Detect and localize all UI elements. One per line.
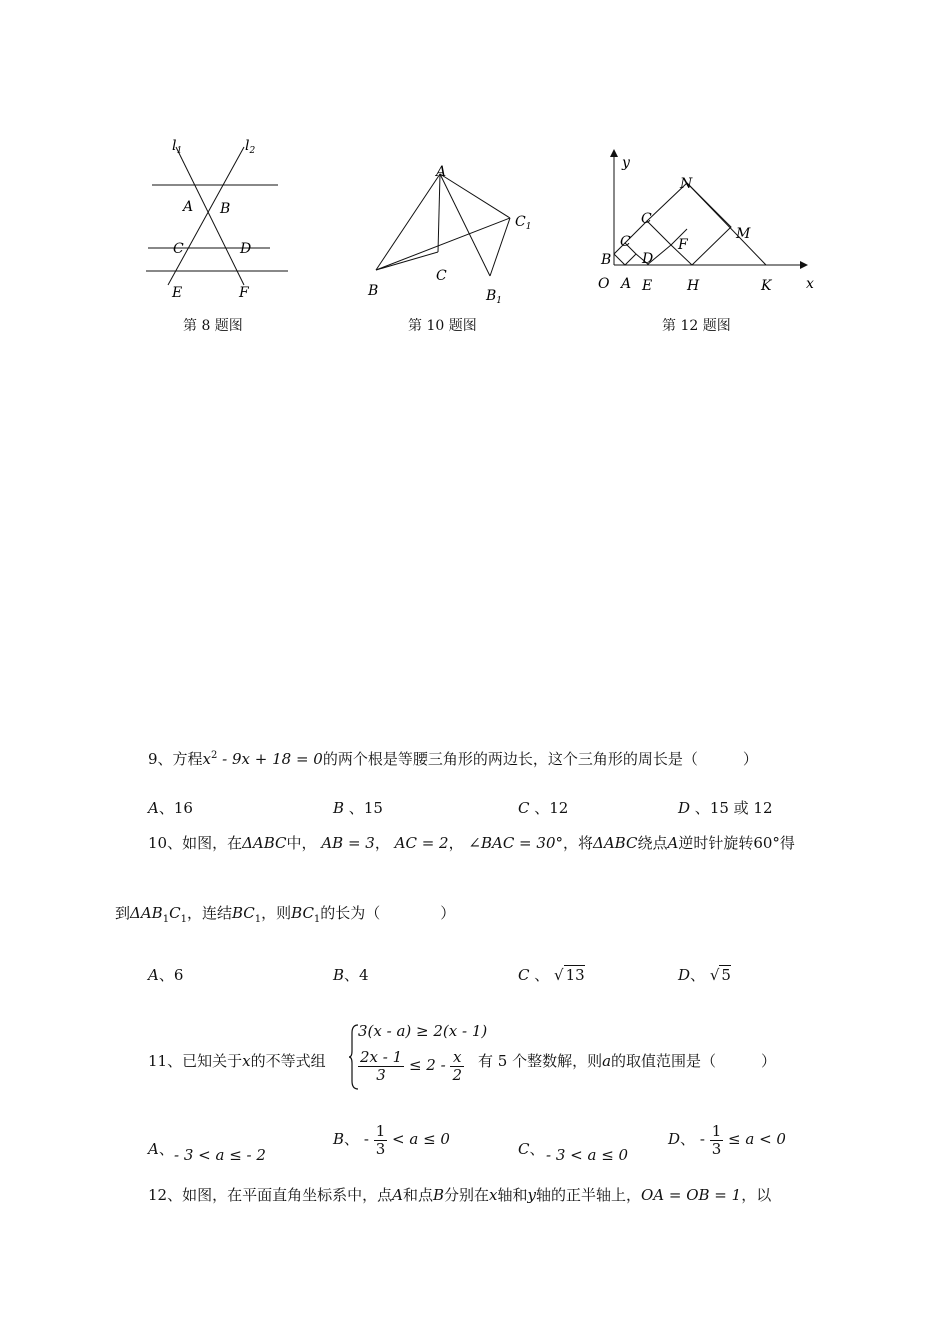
label-b1: $B_1$ xyxy=(486,288,503,306)
label-l1: $l_1$ xyxy=(172,138,183,156)
label-h: H xyxy=(687,278,700,294)
question-12: 12、如图，在平面直角坐标系中，点A和点B分别在x轴和y轴的正半轴上，OA = OB = 1，以 xyxy=(148,1186,772,1204)
label-e: E xyxy=(642,278,653,294)
label-f: F xyxy=(239,285,249,301)
figure-10-caption: 第 10 题图 xyxy=(408,318,477,334)
q11-option-a: A、 xyxy=(148,1140,174,1158)
label-c: C xyxy=(436,268,447,284)
label-a: A xyxy=(183,199,194,215)
label-d: D xyxy=(642,251,654,267)
q11-option-a-value: - 3 < a ≤ - 2 xyxy=(174,1146,266,1164)
figure-10 xyxy=(360,160,540,310)
label-g: C xyxy=(641,211,652,227)
q9-option-a: A、16 xyxy=(148,799,193,817)
label-f: F xyxy=(678,237,688,253)
question-11: 11、已知关于x的不等式组 xyxy=(148,1052,326,1070)
q11-option-c-value: - 3 < a ≤ 0 xyxy=(546,1146,629,1164)
q10-option-c: C 、 √ 13 xyxy=(518,966,585,984)
inequality-2: $\frac{2x - 1}{3}$ ≤ 2 - $\frac{x}{2}$ xyxy=(360,1048,462,1084)
label-x: x xyxy=(806,276,814,292)
inequality-1: 3(x - a) ≥ 2(x - 1) xyxy=(358,1022,488,1040)
label-k: K xyxy=(761,278,772,294)
question-10-line-2: 到$\Delta AB_1C_1$，连结$BC_1$，则$BC_1$的长为（ ） xyxy=(115,904,456,925)
label-e: E xyxy=(172,285,183,301)
q9-option-b: B 、15 xyxy=(333,799,383,817)
figure-8-caption: 第 8 题图 xyxy=(183,318,243,334)
q11-option-d: D、 - $\frac{1}{3}$ ≤ a < 0 xyxy=(668,1122,786,1158)
label-c: C xyxy=(620,234,631,250)
label-a: A xyxy=(436,164,447,180)
q10-option-a: A、6 xyxy=(148,966,184,984)
label-o: O xyxy=(598,276,610,292)
q11-option-b: B、 - $\frac{1}{3}$ < a ≤ 0 xyxy=(333,1122,450,1158)
question-11-suffix: 有 5 个整数解，则a的取值范围是（ ） xyxy=(478,1052,777,1070)
label-l2: $l_2$ xyxy=(245,138,256,156)
figure-8 xyxy=(140,135,300,310)
label-d: D xyxy=(240,241,252,257)
label-m: M xyxy=(736,226,751,242)
label-b: B xyxy=(601,252,612,268)
label-a: A xyxy=(621,276,632,292)
q10-option-b: B、4 xyxy=(333,966,369,984)
figure-12-caption: 第 12 题图 xyxy=(662,318,731,334)
label-n: N xyxy=(680,176,693,192)
question-10-line-1: 10、如图，在ΔABC中， AB = 3， AC = 2， ∠BAC = 30°，将ΔABC绕点A逆时针旋转60°得 xyxy=(148,834,795,852)
q11-option-c: C、 xyxy=(518,1140,545,1158)
q9-option-c: C 、12 xyxy=(518,799,569,817)
figure-12 xyxy=(590,145,830,305)
label-b: B xyxy=(368,283,379,299)
label-b: B xyxy=(220,201,231,217)
q10-option-d: D、 √ 5 xyxy=(678,966,731,984)
label-c: C xyxy=(173,241,184,257)
question-9: 9、方程$x^2 - 9x + 18 = 0$的两个根是等腰三角形的两边长，这个三角形的周长是（ ） xyxy=(148,750,758,768)
label-c1: $C_1$ xyxy=(515,214,532,232)
q9-option-d: D 、15 或 12 xyxy=(678,799,773,817)
label-y: y xyxy=(622,155,630,171)
